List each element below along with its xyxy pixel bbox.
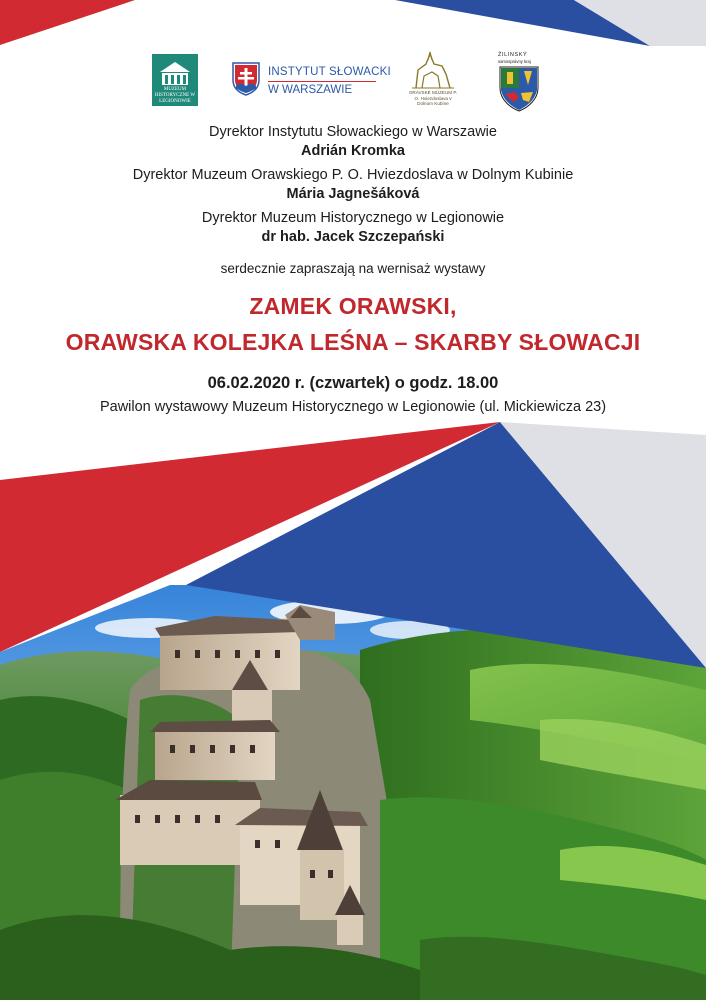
slovak-coat-of-arms-icon [232, 62, 260, 96]
oravske-muzeum-logo-text: ORAVSKÉ MÚZEUM P. O. Hviezdoslava v Dolnom Kubíne [408, 90, 458, 107]
director1-role: Dyrektor Instytutu Słowackiego w Warszawie [209, 124, 497, 140]
exhibition-title-line2: ORAWSKA KOLEJKA LEŚNA – SKARBY SŁOWACJI [65, 329, 641, 355]
event-place: Pawilon wystawowy Muzeum Historycznego w Legionowie (ul. Mickiewicza 23) [99, 399, 607, 415]
director1-name: Adrián Kromka [301, 143, 405, 159]
instytut-name-line2: W WARSZAWIE [268, 84, 353, 96]
muzeum-legionowo-logo-text: MUZEUM HISTORYCZNE W LEGIONOWIE [154, 87, 196, 104]
zilinsky-sublabel: samosprávny kraj [498, 59, 531, 64]
zilina-region-shield-icon [499, 66, 539, 112]
oravske-muzeum-logo [408, 50, 458, 112]
event-date: 06.02.2020 r. (czwartek) o godz. 18.00 [207, 374, 499, 392]
director2-name: Mária Jagnešáková [286, 186, 420, 202]
top-red-triangle [0, 0, 135, 45]
instytut-name-line1: INSTYTUT SŁOWACKI [268, 66, 391, 78]
zilinsky-label: ŽILINSKÝ [498, 52, 528, 58]
instytut-slowacki-logo [232, 60, 391, 100]
muzeum-legionowo-logo [152, 54, 198, 106]
castle-sketch-icon [408, 50, 458, 90]
instytut-divider [268, 81, 376, 82]
director3-role: Dyrektor Muzeum Historycznego w Legionowie [201, 210, 505, 226]
zilinsky-kraj-logo [498, 52, 542, 114]
exhibition-title-line1: ZAMEK ORAWSKI, [249, 293, 457, 319]
director2-role: Dyrektor Muzeum Orawskiego P. O. Hviezdoslava w Dolnym Kubinie [132, 167, 574, 183]
partner-logos [0, 50, 706, 120]
director3-name: dr hab. Jacek Szczepański [261, 229, 445, 245]
invitation-line: serdecznie zapraszają na wernisaż wystawy [220, 261, 486, 276]
